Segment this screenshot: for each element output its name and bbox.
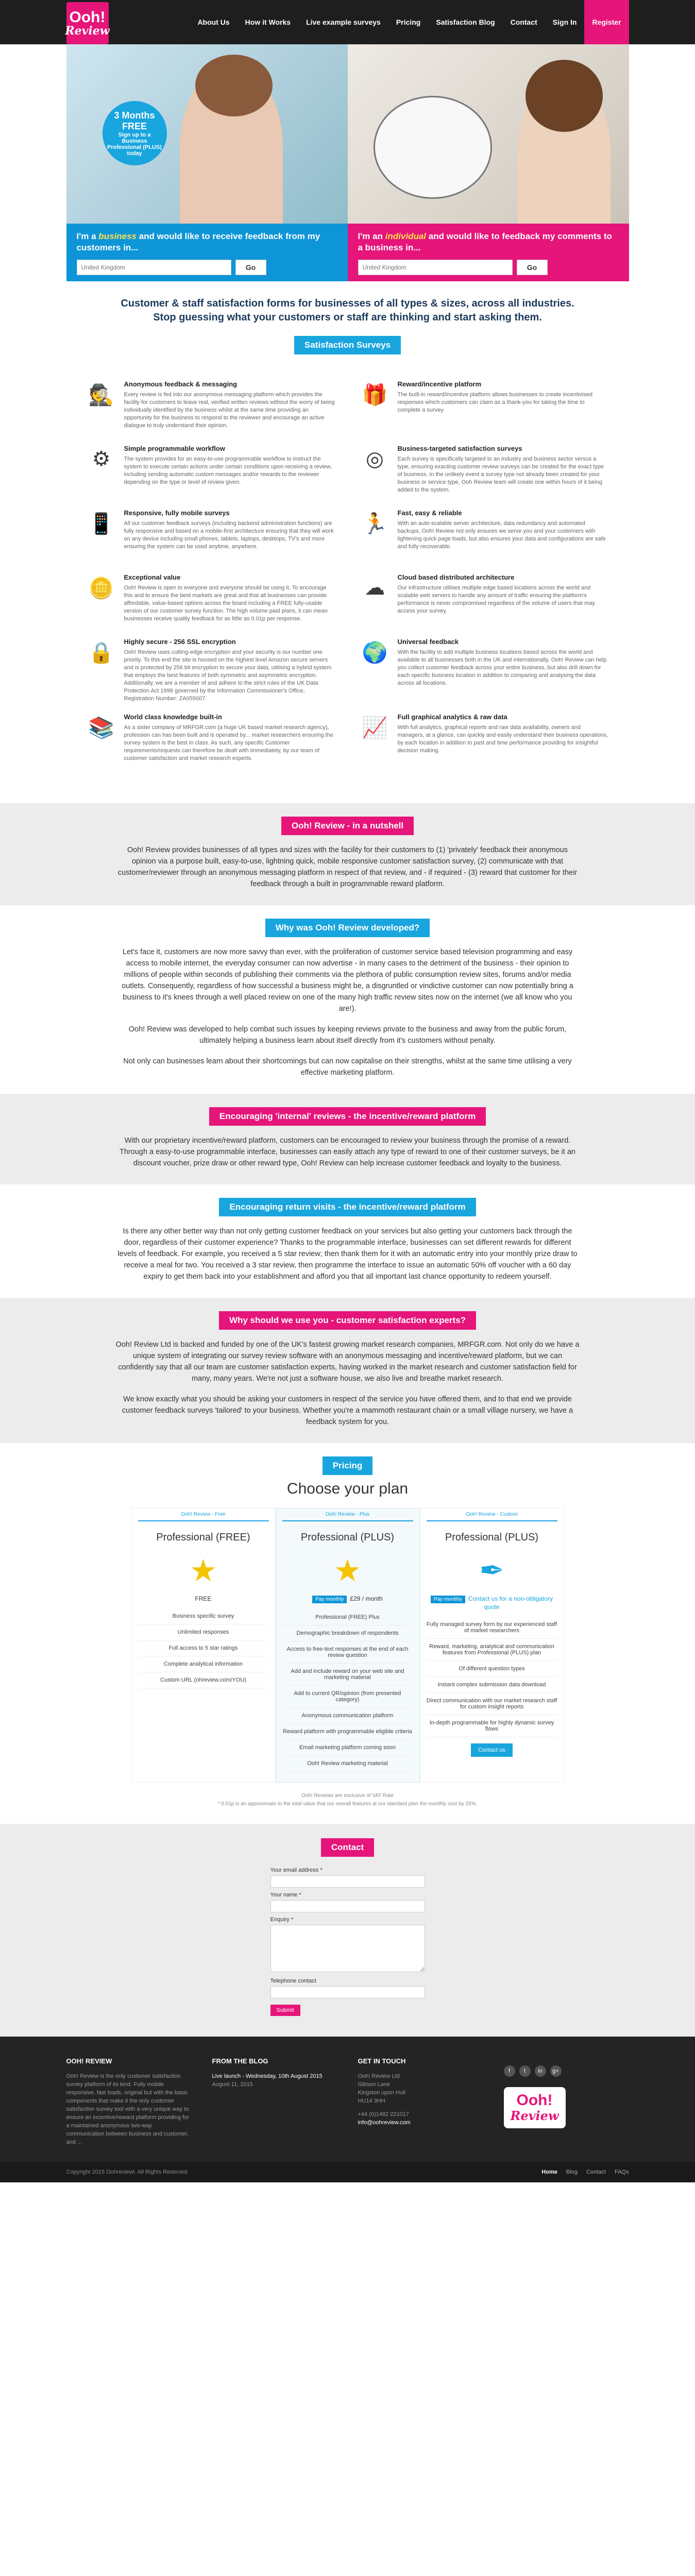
plan-feature: Business specific survey (138, 1608, 269, 1624)
individual-search-panel (348, 224, 629, 281)
plan-feature: Add and include reward on your web site and marketing material (282, 1664, 413, 1686)
hero-individual-panel (348, 44, 629, 281)
return-visits-text: Is there any other better way than not only getting customer feedback on your services but also getting your customers back through the door, regardless of their customer experience? Thanks to the programmable interface, businesses can set different rewards for different levels of feedback. For example, you received a 5 star review; then thank them for it with an automatic entry into your monthly prize draw to receive a meal for two. You received a 3 star review, then programme the interface to issue an automatic 50% off voucher with a 60 day expiry to get them back into your establishment and afford you that all important last chance opportunity to redeem yourself. (117, 1227, 578, 1281)
feature-item (87, 573, 335, 628)
feature-text: With an auto-scalable server architecture, data redundancy and automated backups, Ooh! Review not only ensures we serve you and your customers with lightening quick page loads, but also ensures your data and configurations are safe and fully recoverable. (397, 520, 606, 550)
business-country-input[interactable] (77, 260, 231, 275)
footer-link-home[interactable]: Home (541, 2169, 557, 2175)
submit-button[interactable]: Submit (270, 2005, 300, 2016)
pricing-heading: Choose your plan (286, 1480, 409, 1497)
star-icon: ★ (189, 1553, 217, 1588)
why-developed-p1: Let's face it, customers are now more savvy than ever, with the proliferation of customer service based television programming and easy access to mobile internet, the everyday consumer can now advertise - in many cases to the detriment of the business - their opinion to millions of people within seconds of publishing their comments via the plethora of public consumption review sites, forums and/or media outlets. Consequently, regardless of how successful a business might be, a disgruntled or vindictive customer can now potentially bring a business to it's knees through a well placed review on one of the many high traffic review sites now on the internet (we all know who you are!). (122, 948, 573, 1013)
chart-icon: 📈 (362, 716, 388, 739)
intro-line-2: Stop guessing what your customers or staff are thinking and start asking them. (153, 312, 542, 323)
linkedin-icon[interactable]: in (535, 2065, 546, 2077)
business-search-panel (66, 224, 348, 281)
star-icon: ★ (333, 1553, 362, 1588)
feature-item (361, 638, 608, 703)
pricing-section (0, 1443, 695, 1824)
footer-email-link[interactable]: info@oohreview.com (358, 2120, 411, 2126)
plan-feature: Complete analytical information (138, 1656, 269, 1672)
phone-icon: 📱 (88, 512, 114, 535)
business-go-button[interactable]: Go (235, 260, 266, 275)
footer-link-faqs[interactable]: FAQs (614, 2169, 629, 2175)
hero (66, 44, 629, 281)
facebook-icon[interactable]: f (504, 2065, 515, 2077)
footer-blog: FROM THE BLOG Live launch - Wednesday, 10th August 2015 August 11, 2015 (212, 2057, 337, 2146)
plan-free (131, 1508, 276, 1783)
plan-feature: Of different question types (427, 1661, 557, 1677)
nutshell-title: Ooh! Review - in a nutshell (281, 817, 414, 835)
feature-text: With the facility to add multiple business locations based across the world and available to all businesses both in the UK and internationally, Ooh! Review can help you collect customer feedback across your entire business, but also drill down for each specific business location in addition to comparing and analysing the data across all locations. (397, 649, 607, 686)
feature-title: Exceptional value (124, 573, 181, 581)
enquiry-label: Enquiry * (270, 1917, 294, 1923)
footer-link-contact[interactable]: Contact (586, 2169, 606, 2175)
why-developed-p3: Not only can businesses learn about their shortcomings but can now capitalise on their strengths, whilst at the same time utilising a very effective marketing platform. (123, 1057, 572, 1077)
plan-name: Professional (FREE) (156, 1532, 250, 1543)
nutshell-text: Ooh! Review provides businesses of all types and sizes with the facility for their customers to (1) 'privately' feedback their anonymous opinion via a purpose built, easy-to-use, lightning quick, mobile responsive customer satisfaction survey, (2) communicate with that customer/reviewer through an anonymous messaging platform in respect of that review, and - if required - (3) reward that customer for their feedback through a built in programmable reward platform. (117, 846, 578, 888)
plan-feature: Professional (FREE) Plus (282, 1609, 413, 1625)
feature-title: World class knowledge built-in (124, 713, 222, 721)
footer-contact: GET IN TOUCH Ooh! Review Ltd Gibson Lane Kingston upon Hull HU14 3HH +44 (0)1482 221017 info@oohreview.com (358, 2057, 483, 2146)
feature-text: Each survey is specifically targeted to an industry and business sector versus a type, ensuring exacting customer review surveys can be created for the exact type of business. In the unlikely event a survey type not already been created for your business or service type, Ooh Review team will create one within hours of it being added to the system. (397, 456, 604, 493)
business-heading: I'm a business and would like to receive feedback from my customers in... (76, 231, 320, 252)
globe-icon: 🌍 (362, 641, 388, 664)
nav-sign-in[interactable]: Sign In (552, 18, 577, 26)
intro-line-1: Customer & staff satisfaction forms for businesses of all types & sizes, across all industries. (121, 298, 574, 309)
runner-icon: 🏃 (362, 512, 388, 535)
nav-pricing[interactable]: Pricing (396, 18, 421, 26)
plan-feature: Fully managed survey form by our experienced staff of market researchers (427, 1617, 557, 1639)
footer-brand (504, 2057, 629, 2146)
feature-item (361, 445, 608, 499)
plan-feature: Ooh! Review marketing material (282, 1756, 413, 1772)
plan-feature: Reward platform with programmable eligible criteria (282, 1724, 413, 1740)
plan-feature: Instant complex submission data download (427, 1677, 557, 1693)
feature-text: Ooh! Review is open to everyone and everyone should be using it. To encourage this and to ensure the best markets are great and that all businesses can provide affordable, value-based options across the board including a FREE fully-usable version of our customer survey function. The high volume paid plans, it can mean businesses receive quality feedback for as little as 0.01p per response. (124, 585, 328, 622)
plan-feature: Demographic breakdown of respondents (282, 1625, 413, 1641)
feature-item (87, 445, 335, 499)
feature-text: The built-in reward/incentive platform allows businesses to create incentivised responses which customers can claim as a thank-you for taking the time to complete a survey. (397, 392, 592, 413)
feature-title: Anonymous feedback & messaging (124, 380, 238, 388)
speech-bubble-image (374, 96, 492, 199)
nav-contact[interactable]: Contact (510, 18, 537, 26)
contact-pill: Contact (321, 1838, 374, 1857)
satisfaction-surveys-pill: Satisfaction Surveys (294, 336, 401, 354)
why-us-p2: We know exactly what you should be asking your customers in respect of the service you have offered them, and to that end we provide customer feedback surveys 'tailored' to your business. Whether you're a mammoth restaurant chain or a small village nursery, we have a feedback system for you. (122, 1395, 573, 1426)
spy-icon: 🕵 (88, 383, 114, 406)
plan-feature: Anonymous communication platform (282, 1708, 413, 1724)
contact-us-button[interactable]: Contact us (471, 1743, 513, 1757)
plan-price: FREE (195, 1595, 212, 1602)
why-developed-p2: Ooh! Review was developed to help combat such issues by keeping reviews private to the business and away from the public forum, ultimately helping a business learn about itself directly from it's customers without penalty. (128, 1025, 567, 1045)
nutshell-section (0, 803, 695, 905)
feature-text: Every review is fed into our anonymous messaging platform which provides the facility for customers to leave real, verified written reviews without the worry of being individually identified by the business whilst at the same time providing an opportunity for the business to respond to the reviewer and encourage an active dialogue to truly understand their opinion. (124, 392, 335, 429)
feature-text: As a sister company of MRFGR.com (a huge UK based market research agency), profession can has been built and is operated by... market researchers ensuring the survey system is the best in class. As such, any specific Customer requirements/requests can therefore be dealt with immediately, by our team of customer satisfaction and market research experts. (124, 724, 333, 761)
return-visits-section (0, 1184, 695, 1298)
feature-item (87, 638, 335, 703)
copyright: Copyright 2015 Oohreviewl. All Rights Reserved. (66, 2169, 189, 2175)
nav-register[interactable]: Register (584, 0, 629, 44)
pricing-pill: Pricing (323, 1456, 373, 1475)
blog-post-link[interactable]: Live launch - Wednesday, 10th August 2015 (212, 2073, 323, 2079)
feature-title: Reward/incentive platform (397, 380, 482, 388)
feature-item (87, 509, 335, 563)
pricing-footnotes: Ooh! Reviews are exclusive of VAT Rate * 0.01p is an approximate to the total value that our overall features at our standard plan the monthly cost by 25%. (217, 1793, 478, 1807)
plan-feature: Full access to 5 star ratings (138, 1640, 269, 1656)
plan-feature: Direct communication with our market research staff for custom insight reports (427, 1693, 557, 1715)
books-icon: 📚 (88, 716, 114, 739)
feature-item (87, 380, 335, 434)
plan-feature: Add to current QR/opinion (from presented category) (282, 1686, 413, 1708)
cloud-icon: ☁ (364, 577, 385, 599)
nav-about-us[interactable]: About Us (197, 18, 230, 26)
feature-title: Full graphical analytics & raw data (397, 713, 507, 721)
plan-price[interactable]: Contact us for a non-obligatory quote (468, 1595, 553, 1611)
why-us-title: Why should we use you - customer satisfaction experts? (219, 1311, 476, 1330)
top-navbar (0, 0, 695, 44)
flowchart-icon: ⚙ (92, 448, 111, 470)
footer-logo[interactable]: Ooh! Review (504, 2087, 566, 2128)
nav-satisfaction-blog[interactable]: Satisfaction Blog (436, 18, 495, 26)
email-label: Your email address * (270, 1867, 323, 1873)
why-us-section (0, 1298, 695, 1443)
individual-heading: I'm an individual and would like to feedback my comments to a business in... (358, 231, 612, 252)
feature-title: Business-targeted satisfaction surveys (397, 445, 522, 452)
plan-feature: In-depth programmable for highly dynamic survey flows (427, 1715, 557, 1737)
plan-tag: Ooh! Review - Custom (427, 1509, 557, 1521)
plan-feature: Email marketing platform coming soon (282, 1740, 413, 1756)
return-visits-title: Encouraging return visits - the incentive/reward platform (219, 1198, 476, 1216)
gift-icon: 🎁 (362, 383, 388, 406)
name-label: Your name * (270, 1892, 301, 1898)
internal-reviews-title: Encouraging 'internal' reviews - the incentive/reward platform (209, 1107, 486, 1126)
pricing-plans (0, 1508, 695, 1783)
feature-item (361, 509, 608, 563)
pay-monthly-chip[interactable]: Pay monthly (312, 1596, 347, 1603)
feature-title: Fast, easy & reliable (397, 509, 462, 517)
feature-item (361, 713, 608, 767)
bottom-bar (0, 2162, 695, 2182)
quill-icon: ✒ (479, 1554, 504, 1587)
plan-custom (420, 1508, 564, 1783)
coins-icon: 🪙 (88, 577, 114, 600)
hero-business-hair (195, 55, 273, 116)
feature-text: The system provides for an easy-to-use programmable workflow to instruct the system to execute certain actions under certain conditions upon receiving a review, including sending automatic custom messages and/or rewards to the reviewer depending on the type or level of review given. (124, 456, 332, 485)
plan-tag: Ooh! Review - Free (138, 1509, 269, 1521)
feature-item (87, 713, 335, 767)
social-links (504, 2065, 629, 2077)
name-field[interactable] (270, 1900, 425, 1912)
features-grid (66, 365, 629, 772)
plan-feature: Access to free-text responses at the end of each review question (282, 1641, 413, 1664)
site-logo[interactable]: Ooh! Review (66, 2, 109, 44)
plan-plus (276, 1508, 420, 1783)
internal-reviews-text: With our proprietary incentive/reward platform, customers can be encouraged to review your business through the promise of a reward. Through a easy-to-use programmable interface, businesses can easily attach any type of reward to one of their customer surveys, be it an discount voucher, prize draw or other reward type, Ooh! Review can help increase customer feedback and loyalty to the business. (120, 1137, 575, 1167)
hero-individual-hair (526, 60, 603, 132)
target-icon: ◎ (366, 448, 384, 470)
individual-country-input[interactable] (358, 260, 513, 275)
nav-live-example-surveys[interactable]: Live example surveys (306, 18, 381, 26)
feature-text: Our infrastructure utilises multiple edge based locations across the world and scalable web servers to handle any amount of traffic ensuring the platform's performance is never compromised regardless of the volume of users that may access your survey. (397, 585, 595, 614)
why-developed-section (0, 905, 695, 1094)
internal-reviews-section (0, 1094, 695, 1184)
why-developed-title: Why was Ooh! Review developed? (265, 919, 430, 937)
lock-icon: 🔒 (88, 641, 114, 664)
plan-feature: Custom URL (ohreview.com/YOU) (138, 1672, 269, 1688)
nav-how-it-works[interactable]: How it Works (245, 18, 291, 26)
feature-title: Cloud based distributed architecture (397, 573, 515, 581)
main-nav (190, 0, 629, 44)
individual-go-button[interactable]: Go (517, 260, 548, 275)
plan-name: Professional (PLUS) (300, 1532, 395, 1543)
contact-form (270, 1867, 425, 2016)
plan-price: £29 / month (350, 1595, 383, 1602)
footer-link-blog[interactable]: Blog (566, 2169, 578, 2175)
feature-text: All our customer feedback surveys (including backend administration functions) are fully responsive and based on a mobile-first architecture ensuring that they will work on any device including small phones, tablets, laptops, desktops, TV's and more ensuring the system can be used anytime, anywhere. (124, 520, 334, 550)
feature-text: With full analytics, graphical reports and raw data availability, owners and managers, at a glance, can quickly and easily understand their business operations, by each location in addition to past and time performance providing for insightful decision making. (397, 724, 608, 754)
hero-business-panel (66, 44, 348, 281)
google-plus-icon[interactable]: g+ (550, 2065, 562, 2077)
email-field[interactable] (270, 1875, 425, 1888)
feature-title: Universal feedback (397, 638, 459, 646)
feature-item (361, 573, 608, 628)
plan-feature: Reward, marketing, analytical and communication features from Professional (PLUS) plan (427, 1639, 557, 1661)
feature-text: Ooh! Review uses cutting-edge encryption and your security is our number one priority. To this end the site is housed on the highest level Amazon secure servers and is protected by 256 bit encryption to secure your data, utilising a hybrid system that employs the best features of both symmetric and asymmetric encryption. Additionally, we are a member of and adhere to the strict rules of the UK Data Protection Act 1998 governed by the Information Commissioner's Office, Registration Number: ZA055007. (124, 649, 332, 702)
blog-post-date: August 11, 2015 (212, 2081, 253, 2088)
feature-item (361, 380, 608, 434)
footer (0, 2037, 695, 2162)
free-offer-badge[interactable]: 3 Months FREE Sign up to a Business Professional (PLUS) today (103, 101, 167, 165)
feature-title: Simple programmable workflow (124, 445, 225, 452)
pay-monthly-chip[interactable]: Pay monthly (431, 1596, 465, 1603)
phone-field[interactable] (270, 1986, 425, 1998)
contact-section (0, 1824, 695, 2037)
intro (66, 281, 629, 365)
plan-feature: Unlimited responses (138, 1624, 269, 1640)
footer-about: OOH! REVIEW Ooh! Review is the only customer satisfaction survey platform of its kind. Fully mobile responsive, fast loads, original but with the basic components that make it the only customer satisfaction survey tool with a very unique way to ensure an incentive/reward platform providing for a maintained anonymous two-way communication between business and customer, and ... (66, 2057, 189, 2145)
plan-tag: Ooh! Review - Plus (282, 1509, 413, 1521)
enquiry-field[interactable] (270, 1925, 425, 1972)
phone-label: Telephone contact (270, 1978, 316, 1984)
why-us-p1: Ooh! Review Ltd is backed and funded by one of the UK's fastest growing market research companies, MRFGR.com. Not only do we have a unique system of integrating our survey review software with an anonymous messaging and incentive/reward platform, but we can confidently say that all our team are customer satisfaction experts, having worked in the market research and customer satisfaction field for many, many years. We're not just a software house, we also live and breathe market research. (115, 1341, 580, 1383)
feature-title: Responsive, fully mobile surveys (124, 509, 230, 517)
twitter-icon[interactable]: t (519, 2065, 531, 2077)
plan-name: Professional (PLUS) (445, 1532, 539, 1543)
feature-title: Highly secure - 256 SSL encryption (124, 638, 236, 646)
